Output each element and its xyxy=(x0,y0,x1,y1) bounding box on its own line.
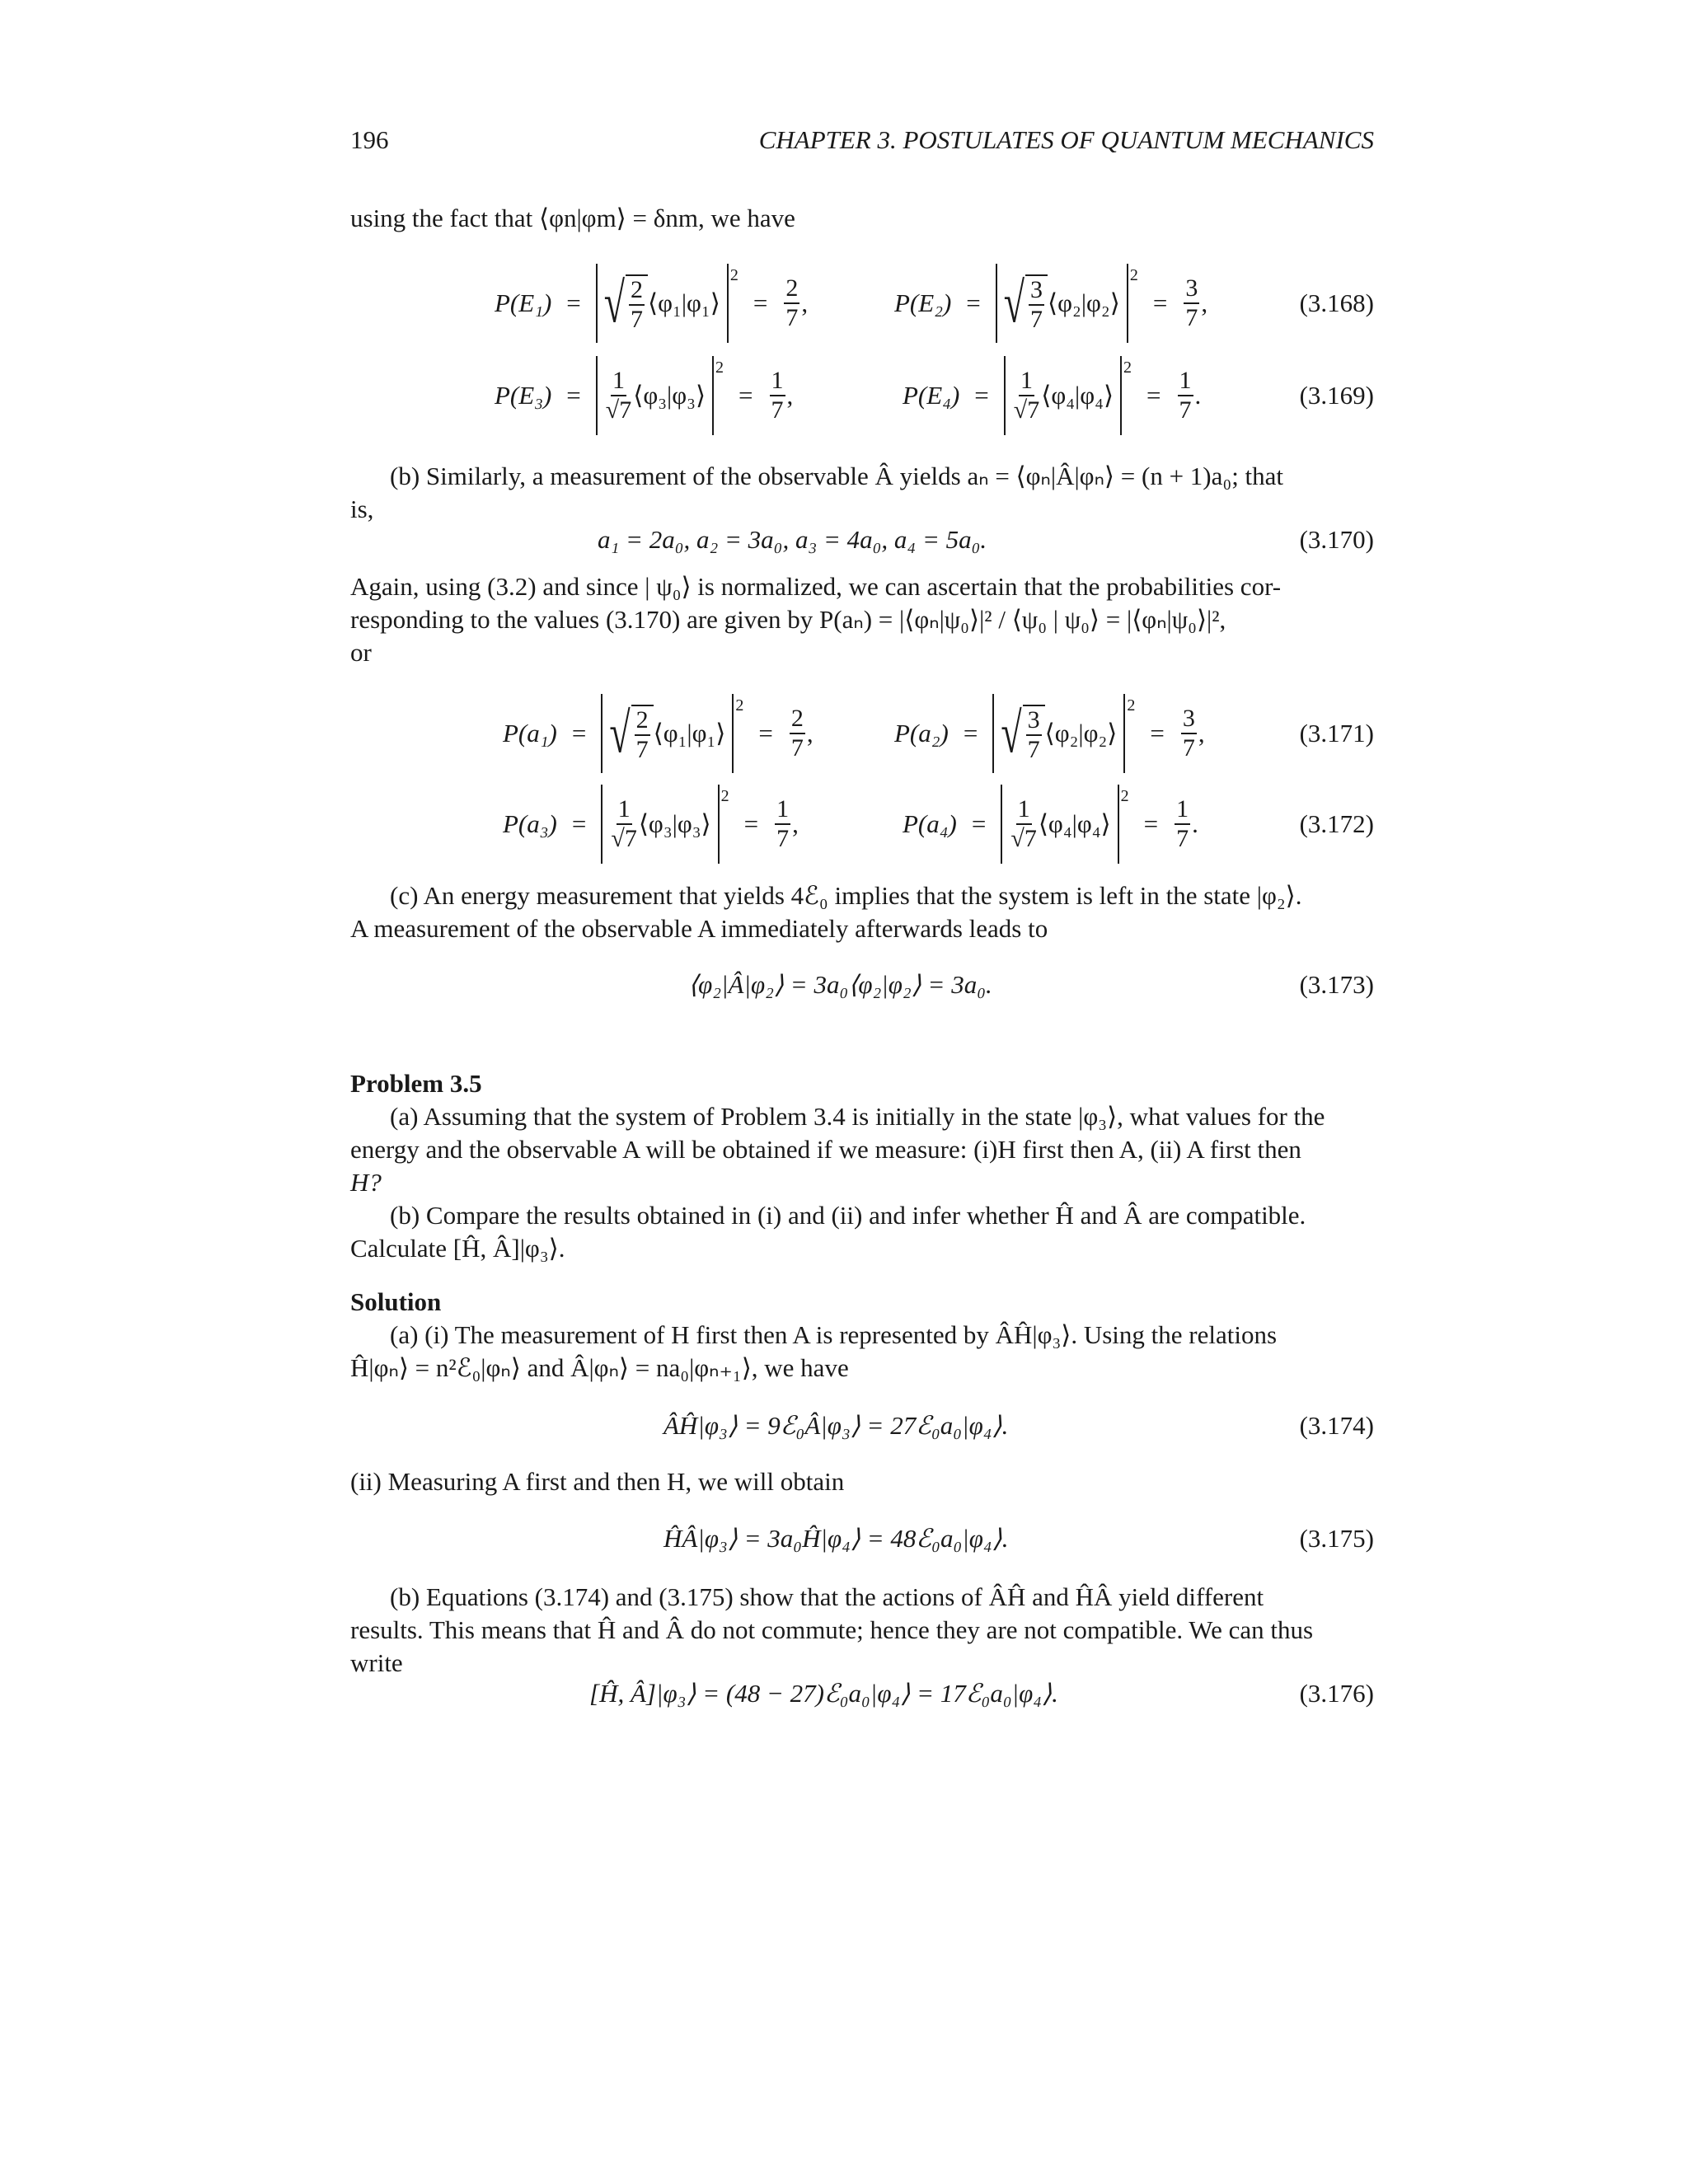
solution-title: Solution xyxy=(350,1287,442,1316)
equation-number: (3.170) xyxy=(1299,525,1374,554)
equation-3-169: P(E₃) = $\frac{1}{√7}$ ⟨φ₃|φ₃⟩ 2 = $\frac{1}{7}$ , xyxy=(495,354,793,437)
again-line: responding to the values (3.170) are given by P(aₙ) = |⟨φₙ|ψ₀⟩|² / ⟨ψ₀ | ψ₀⟩ = |⟨φₙ|ψ₀⟩|², xyxy=(350,605,1226,634)
equation-3-171: P(a₁) = √ $\frac{2}{7}$ ⟨φ₁|φ₁⟩ 2 = $\frac{2}{7}$ , xyxy=(503,692,814,775)
equation-number: (3.175) xyxy=(1299,1524,1374,1553)
equation-number: (3.169) xyxy=(1299,381,1374,410)
equation-number: (3.176) xyxy=(1299,1679,1374,1708)
abs-bracket xyxy=(596,264,729,343)
equation-number: (3.173) xyxy=(1299,970,1374,999)
equation-3-172: P(a₃) = $\frac{1}{√7}$ ⟨φ₃|φ₃⟩ 2 = $\frac{1}{7}$ , xyxy=(503,783,799,865)
solution-b-line: write xyxy=(350,1648,403,1677)
page-number: 196 xyxy=(350,125,389,154)
equation-3-168-right: P(E₂) = √ $\frac{3}{7}$ ⟨φ₂|φ₂⟩ 2 = $\frac{3}{7}$ , xyxy=(894,262,1207,344)
braket: ⟨φ₁|φ₁⟩ xyxy=(648,288,720,317)
solution-b-line: (b) Equations (3.174) and (3.175) show that the actions of ÂĤ and ĤÂ yield different xyxy=(390,1582,1264,1611)
sqrt: √ $\frac{2}{7}$ xyxy=(604,274,648,332)
problem-title: Problem 3.5 xyxy=(350,1069,482,1098)
equation-number: (3.168) xyxy=(1299,288,1374,317)
fraction: $\frac{2}{7}$ xyxy=(785,274,799,331)
equals: = xyxy=(566,288,581,317)
equation-3-173: ⟨φ₂|Â|φ₂⟩ = 3a₀⟨φ₂|φ₂⟩ = 3a₀. xyxy=(688,970,992,999)
problem-a-line: (a) Assuming that the system of Problem 3.4 is initially in the state |φ₃⟩, what values for the xyxy=(390,1102,1325,1131)
equation-3-171-right: P(a₂) = √ $\frac{3}{7}$ ⟨φ₂|φ₂⟩ 2 = $\frac{3}{7}$ , xyxy=(894,692,1205,775)
equation-3-175: ĤÂ|φ₃⟩ = 3a₀Ĥ|φ₄⟩ = 48ℰ₀a₀|φ₄⟩. xyxy=(663,1524,1009,1553)
again-line: or xyxy=(350,638,372,667)
running-title: CHAPTER 3. POSTULATES OF QUANTUM MECHANICS xyxy=(758,125,1374,154)
equation-3-176: [Ĥ, Â]|φ₃⟩ = (48 − 27)ℰ₀a₀|φ₄⟩ = 17ℰ₀a₀|φ₄⟩. xyxy=(589,1679,1058,1708)
solution-a-line: Ĥ|φₙ⟩ = n²ℰ₀|φₙ⟩ and Â|φₙ⟩ = na₀|φₙ₊₁⟩, we have xyxy=(350,1353,849,1382)
equation-number: (3.171) xyxy=(1299,719,1374,748)
intro-line: using the fact that ⟨φn|φm⟩ = δnm, we have xyxy=(350,204,795,232)
equation-number: (3.172) xyxy=(1299,809,1374,838)
part-c-line: A measurement of the observable A immediately afterwards leads to xyxy=(350,914,1048,943)
equation-3-169-right: P(E₄) = $\frac{1}{√7}$ ⟨φ₄|φ₄⟩ 2 = $\frac{1}{7}$ . xyxy=(903,354,1201,437)
again-line: Again, using (3.2) and since | ψ₀⟩ is normalized, we can ascertain that the probabilities cor- xyxy=(350,572,1282,601)
solution-ii-line: (ii) Measuring A first and then H, we will obtain xyxy=(350,1467,845,1496)
solution-b-line: results. This means that Ĥ and Â do not commute; hence they are not compatible. We can thus xyxy=(350,1615,1314,1644)
equation-number: (3.174) xyxy=(1299,1411,1374,1440)
problem-b-line: (b) Compare the results obtained in (i) and (ii) and infer whether Ĥ and Â are compatible. xyxy=(390,1201,1306,1230)
equation-3-170: a₁ = 2a₀, a₂ = 3a₀, a₃ = 4a₀, a₄ = 5a₀. xyxy=(598,525,987,554)
equation-3-174: ÂĤ|φ₃⟩ = 9ℰ₀Â|φ₃⟩ = 27ℰ₀a₀|φ₄⟩. xyxy=(663,1411,1009,1440)
equation-3-172-right: P(a₄) = $\frac{1}{√7}$ ⟨φ₄|φ₄⟩ 2 = $\frac{1}{7}$ . xyxy=(903,783,1198,865)
solution-a-line: (a) (i) The measurement of H first then A is represented by ÂĤ|φ₃⟩. Using the relations xyxy=(390,1320,1278,1349)
problem-a-line: H? xyxy=(350,1168,382,1197)
part-b-line: is, xyxy=(350,494,374,523)
part-c-line: (c) An energy measurement that yields 4ℰ₀ implies that the system is left in the state |φ₂⟩. xyxy=(390,881,1302,910)
problem-a-line: energy and the observable A will be obtained if we measure: (i)H first then A, (ii) A first then xyxy=(350,1135,1301,1164)
problem-b-line: Calculate [Ĥ, Â]|φ₃⟩. xyxy=(350,1234,565,1263)
part-b-line: (b) Similarly, a measurement of the observable Â yields aₙ = ⟨φₙ|Â|φₙ⟩ = (n + 1)a₀; that xyxy=(390,462,1284,490)
prob-label: P(E₁) xyxy=(495,288,552,317)
equation-3-168: P(E₁) = √ $\frac{2}{7}$ ⟨φ₁|φ₁⟩ 2 = $\frac{2}{7}$ , xyxy=(495,262,808,344)
